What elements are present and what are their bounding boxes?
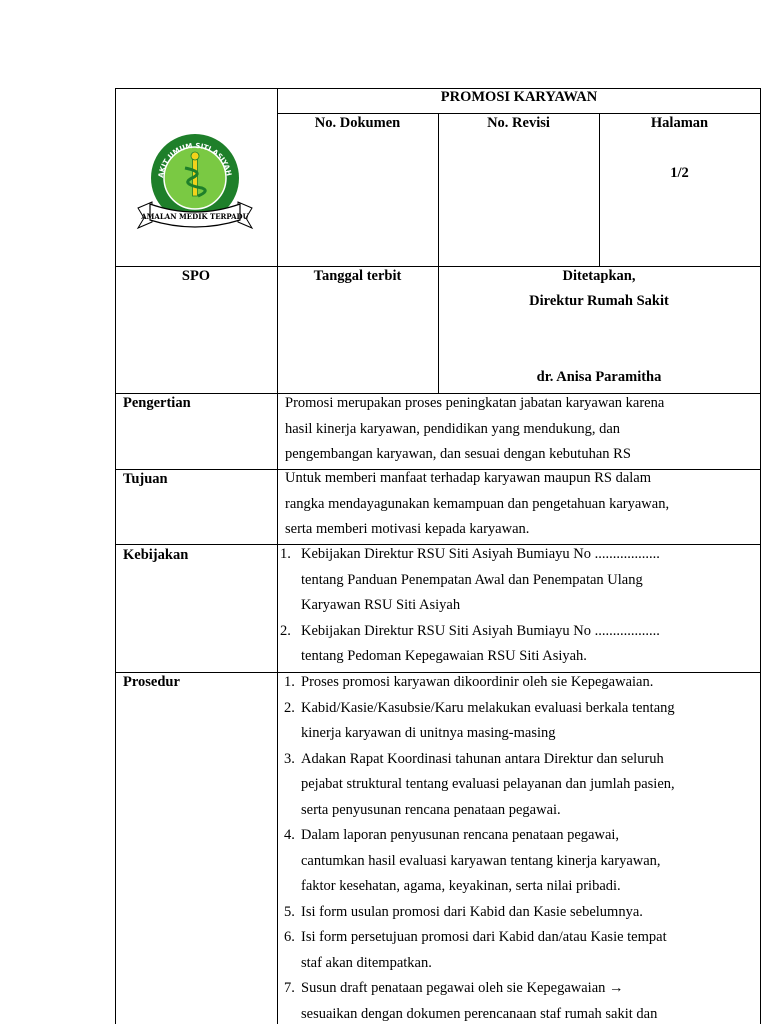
halaman-value: 1/2: [599, 165, 760, 182]
prosedur-item-number: 2.: [284, 696, 295, 722]
document-title: PROMOSI KARYAWAN: [277, 89, 761, 106]
content-column-divider: [277, 393, 278, 1024]
prosedur-item: [284, 823, 753, 900]
prosedur-line: serta penyusunan rencana penataan pegawai.: [301, 798, 753, 824]
prosedur-item-number: 7.: [284, 976, 295, 1002]
spo-label: SPO: [115, 268, 277, 285]
prosedur-line: Susun draft penataan pegawai oleh sie Kepegawaian →: [301, 976, 753, 1002]
ditetapkan-label: Ditetapkan,: [438, 268, 760, 285]
prosedur-line: Isi form usulan promosi dari Kabid dan Kasie sebelumnya.: [301, 900, 753, 926]
tujuan-label: Tujuan: [123, 471, 168, 488]
prosedur-line: cantumkan hasil evaluasi karyawan tentang kinerja karyawan,: [301, 849, 753, 875]
prosedur-item: [284, 696, 753, 747]
halaman-label: Halaman: [599, 115, 760, 132]
revisi-halaman-divider: [599, 113, 600, 267]
signatory-name: dr. Anisa Paramitha: [438, 369, 760, 386]
tanggal-terbit-label: Tanggal terbit: [277, 268, 438, 285]
pengertian-label: Pengertian: [123, 395, 191, 412]
kebijakan-line: Kebijakan Direktur RSU Siti Asiyah Bumiayu No ..................: [301, 542, 753, 568]
prosedur-line: staf akan ditempatkan.: [301, 951, 753, 977]
pengertian-line: pengembangan karyawan, dan sesuai dengan kebutuhan RS: [285, 442, 753, 468]
prosedur-item: [284, 747, 753, 824]
no-revisi-label: No. Revisi: [438, 115, 599, 132]
prosedur-line: Isi form persetujuan promosi dari Kabid dan/atau Kasie tempat: [301, 925, 753, 951]
kebijakan-item: [280, 619, 753, 670]
kebijakan-line: Karyawan RSU Siti Asiyah: [301, 593, 753, 619]
prosedur-item-number: 6.: [284, 925, 295, 951]
kebijakan-line: tentang Panduan Penempatan Awal dan Penempatan Ulang: [301, 568, 753, 594]
prosedur-item-number: 3.: [284, 747, 295, 773]
kebijakan-line: Kebijakan Direktur RSU Siti Asiyah Bumiayu No ..................: [301, 619, 753, 645]
prosedur-line: kinerja karyawan di unitnya masing-masing: [301, 721, 753, 747]
table-border-left: [115, 88, 116, 1024]
hospital-logo: [130, 128, 260, 233]
kebijakan-item-number: 1.: [280, 542, 291, 568]
kebijakan-item: [280, 542, 753, 619]
direktur-label: Direktur Rumah Sakit: [438, 293, 760, 310]
prosedur-item: [284, 976, 753, 1027]
prosedur-item: [284, 900, 753, 926]
no-dokumen-label: No. Dokumen: [277, 115, 438, 132]
tujuan-line: Untuk memberi manfaat terhadap karyawan maupun RS dalam: [285, 466, 753, 492]
pengertian-text: [285, 391, 753, 468]
prosedur-line: pejabat struktural tentang evaluasi pelayanan dan jumlah pasien,: [301, 772, 753, 798]
pengertian-line: hasil kinerja karyawan, pendidikan yang mendukung, dan: [285, 417, 753, 443]
prosedur-line: Adakan Rapat Koordinasi tahunan antara Direktur dan seluruh: [301, 747, 753, 773]
prosedur-item-number: 1.: [284, 670, 295, 696]
kebijakan-label: Kebijakan: [123, 547, 188, 564]
prosedur-line: faktor kesehatan, agama, keyakinan, serta nilai pribadi.: [301, 874, 753, 900]
header-row-divider: [115, 266, 761, 267]
logo-ring-text: AKIT UMUM SITI ASIYAH: [130, 128, 233, 179]
prosedur-line: sesuaikan dengan dokumen perencanaan staf rumah sakit dan: [301, 1002, 753, 1027]
prosedur-line: Kabid/Kasie/Kasubsie/Karu melakukan evaluasi berkala tentang: [301, 696, 753, 722]
pengertian-line: Promosi merupakan proses peningkatan jabatan karyawan karena: [285, 391, 753, 417]
dokumen-revisi-divider: [438, 113, 439, 393]
table-border-right: [760, 88, 761, 1024]
kebijakan-item-number: 2.: [280, 619, 291, 645]
tujuan-line: rangka mendayagunakan kemampuan dan pengetahuan karyawan,: [285, 492, 753, 518]
prosedur-line: Proses promosi karyawan dikoordinir oleh sie Kepegawaian.: [301, 670, 753, 696]
kebijakan-line: tentang Pedoman Kepegawaian RSU Siti Asiyah.: [301, 644, 753, 670]
prosedur-label: Prosedur: [123, 674, 180, 691]
logo-column-divider: [277, 88, 278, 393]
prosedur-item-number: 5.: [284, 900, 295, 926]
kebijakan-list: [280, 542, 753, 670]
title-divider: [277, 113, 761, 114]
prosedur-item: [284, 925, 753, 976]
tujuan-line: serta memberi motivasi kepada karyawan.: [285, 517, 753, 543]
prosedur-line: Dalam laporan penyusunan rencana penataan pegawai,: [301, 823, 753, 849]
prosedur-item: [284, 670, 753, 696]
logo-ribbon-text: AMALAN MEDIK TERPADU: [140, 212, 248, 221]
tujuan-text: [285, 466, 753, 543]
prosedur-list: [284, 670, 753, 1027]
prosedur-item-number: 4.: [284, 823, 295, 849]
